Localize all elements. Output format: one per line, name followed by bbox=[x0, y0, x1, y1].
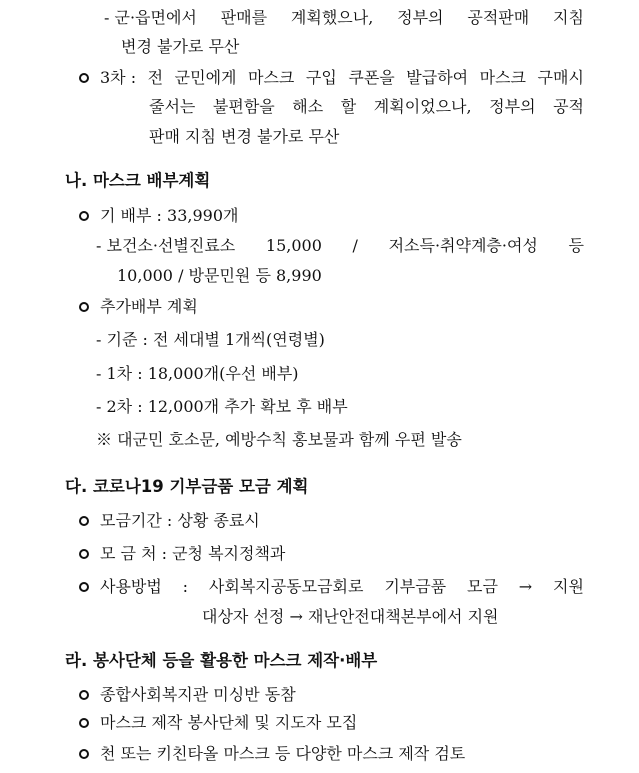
list-item: - 기준 : 전 세대별 1개씩(연령별) bbox=[96, 330, 325, 349]
word: 군민에게 bbox=[174, 68, 237, 87]
list-item: 종합사회복지관 미싱반 동참 bbox=[100, 685, 296, 704]
circle-bullet-icon bbox=[79, 211, 89, 221]
circle-bullet-icon bbox=[79, 690, 89, 700]
circle-bullet-icon bbox=[79, 549, 89, 559]
word: 지침 bbox=[553, 8, 584, 27]
section-heading: 라. 봉사단체 등을 활용한 마스크 제작·배부 bbox=[65, 651, 378, 670]
circle-bullet-icon bbox=[79, 516, 89, 526]
word: 구입 bbox=[305, 68, 337, 87]
word: - 군·읍면에서 bbox=[104, 8, 197, 27]
word: 마스크 bbox=[248, 68, 295, 87]
word: 불편함을 bbox=[212, 97, 275, 116]
word: : bbox=[182, 577, 189, 596]
word: 사용방법 bbox=[100, 577, 162, 596]
circle-bullet-icon bbox=[79, 749, 89, 759]
section-heading: 다. 코로나19 기부금품 모금 계획 bbox=[65, 477, 309, 496]
word: 줄서는 bbox=[149, 97, 196, 116]
word: 저소득·취약계층·여성 bbox=[388, 236, 538, 255]
word: 15,000 bbox=[265, 236, 322, 255]
list-item: 추가배부 계획 bbox=[100, 297, 198, 316]
paragraph-line bbox=[100, 67, 584, 89]
word: 모금 bbox=[466, 577, 498, 596]
circle-bullet-icon bbox=[79, 302, 89, 312]
word: 쿠폰을 bbox=[348, 68, 395, 87]
word: 공적판매 bbox=[467, 8, 530, 27]
word: 사회복지공동모금회로 bbox=[208, 577, 364, 596]
paragraph-line bbox=[100, 576, 584, 598]
list-item: 천 또는 키친타올 마스크 등 다양한 마스크 제작 검토 bbox=[100, 744, 466, 763]
word: 지원 bbox=[553, 577, 584, 596]
paragraph-line: 변경 불가로 무산 bbox=[121, 37, 240, 56]
word: 3차 : bbox=[100, 68, 137, 87]
circle-bullet-icon bbox=[79, 718, 89, 728]
word: - 보건소·선별진료소 bbox=[96, 236, 236, 255]
word: 기부금품 bbox=[384, 577, 447, 596]
list-item: 모금기간 : 상황 종료시 bbox=[100, 511, 260, 530]
word: 할 bbox=[340, 97, 357, 116]
word: 계획이었으나, bbox=[373, 97, 472, 116]
word: 판매를 bbox=[220, 8, 268, 27]
note: ※ 대군민 호소문, 예방수칙 홍보물과 함께 우편 발송 bbox=[96, 430, 462, 449]
word: 마스크 bbox=[479, 68, 527, 87]
paragraph-line: 10,000 / 방문민원 등 8,990 bbox=[117, 266, 322, 285]
word: 구매시 bbox=[537, 68, 584, 87]
word: 해소 bbox=[292, 97, 324, 116]
word: 전 bbox=[147, 68, 164, 87]
section-heading: 나. 마스크 배부계획 bbox=[65, 171, 211, 190]
paragraph-line: 판매 지침 변경 불가로 무산 bbox=[149, 127, 340, 146]
list-item: 기 배부 : 33,990개 bbox=[100, 206, 239, 225]
paragraph-line bbox=[96, 235, 584, 257]
list-item: - 1차 : 18,000개(우선 배부) bbox=[96, 364, 299, 383]
list-item: 모 금 처 : 군청 복지정책과 bbox=[100, 544, 286, 563]
word: 등 bbox=[568, 236, 584, 255]
word: 발급하여 bbox=[406, 68, 469, 87]
word: 계획했으나, bbox=[290, 8, 374, 27]
circle-bullet-icon bbox=[79, 582, 89, 592]
word: 정부의 bbox=[489, 97, 536, 116]
paragraph-line bbox=[149, 96, 584, 118]
word: / bbox=[352, 236, 358, 255]
circle-bullet-icon bbox=[79, 73, 89, 83]
word: 정부의 bbox=[397, 8, 444, 27]
paragraph-line: 대상자 선정 → 재난안전대책본부에서 지원 bbox=[202, 607, 499, 626]
list-item: - 2차 : 12,000개 추가 확보 후 배부 bbox=[96, 397, 348, 416]
word: 공적 bbox=[553, 97, 584, 116]
list-item: 마스크 제작 봉사단체 및 지도자 모집 bbox=[100, 713, 358, 732]
word: → bbox=[518, 577, 533, 596]
paragraph-line bbox=[104, 7, 584, 29]
